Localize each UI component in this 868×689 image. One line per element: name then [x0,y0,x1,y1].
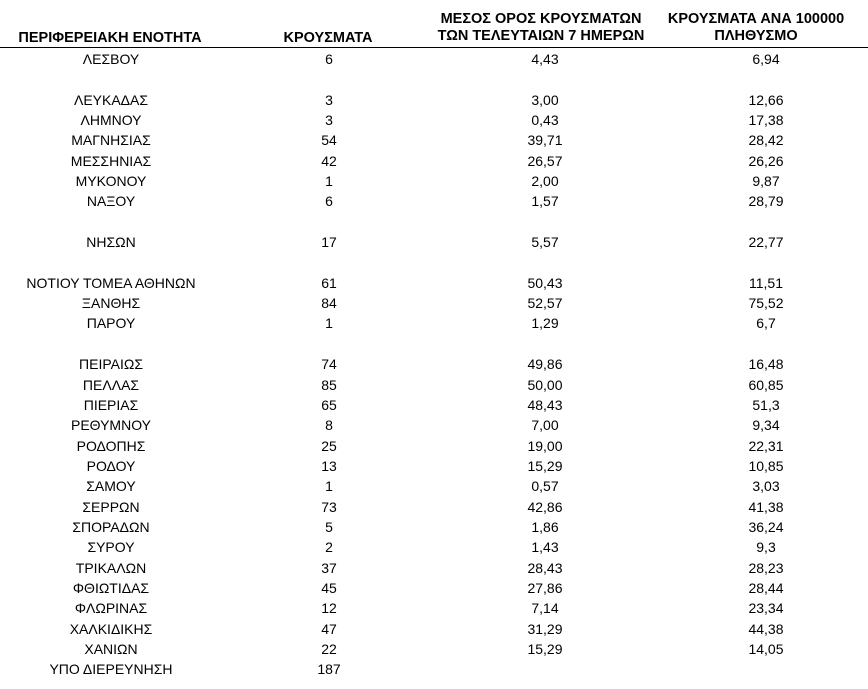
cell-region: ΣΥΡΟΥ [87,539,135,556]
cell-per-100k: 6,94 [752,51,780,67]
table-row [0,191,868,211]
cell-cases: 84 [321,295,337,312]
cell-per-100k: 9,34 [752,417,780,434]
table-row [0,171,868,191]
table-row-spacer [0,334,868,354]
cell-per-100k: 17,38 [748,112,784,129]
cell-region: ΦΘΙΩΤΙΔΑΣ [72,579,150,596]
cell-region: ΡΟΔΟΥ [86,457,136,474]
cell-cases: 37 [321,559,337,576]
cell-region: ΣΕΡΡΩΝ [82,498,140,515]
cell-per-100k: 36,24 [748,518,784,535]
cell-cases: 6 [325,193,333,210]
cell-region: ΧΑΝΙΩΝ [84,640,138,657]
table-row [0,436,868,456]
cell-per-100k: 22,77 [748,234,784,251]
cell-per-100k: 14,05 [748,640,784,657]
header-cases: ΚΡΟΥΣΜΑΤΑ [283,30,373,46]
cell-cases: 12 [321,600,337,617]
cell-cases: 45 [321,579,337,596]
cell-region: ΠΙΕΡΙΑΣ [83,396,139,413]
cell-cases: 22 [321,640,337,657]
cell-cases: 1 [325,478,333,495]
cell-cases: 2 [325,539,333,556]
cell-avg-7-days: 15,29 [527,640,563,657]
cell-per-100k: 44,38 [748,620,784,637]
cell-region: ΜΥΚΟΝΟΥ [75,173,147,190]
cell-region: ΠΕΛΛΑΣ [82,376,140,393]
cell-per-100k: 41,38 [748,498,784,515]
header-per-100k-line-2: ΠΛΗΘΥΣΜΟ [714,28,798,44]
cell-region: ΛΗΜΝΟΥ [80,112,142,129]
cell-avg-7-days: 5,57 [531,234,559,251]
table-row [0,110,868,130]
cell-avg-7-days: 15,29 [527,457,563,474]
header-avg-line-1: ΜΕΣΟΣ ΟΡΟΣ ΚΡΟΥΣΜΑΤΩΝ [440,11,642,27]
cell-cases: 65 [321,396,337,413]
cell-avg-7-days: 49,86 [527,356,563,373]
cell-avg-7-days: 1,86 [531,518,559,535]
table-body [0,49,868,680]
cell-per-100k: 75,52 [748,295,784,312]
cell-cases: 1 [325,173,333,190]
table-row [0,537,868,557]
cell-region: ΧΑΛΚΙΔΙΚΗΣ [69,620,153,637]
header-underline [0,47,868,48]
cell-avg-7-days: 27,86 [527,579,563,596]
cell-avg-7-days: 28,43 [527,559,563,576]
cell-avg-7-days: 50,43 [527,274,563,291]
cell-region: ΝΟΤΙΟΥ ΤΟΜΕΑ ΑΘΗΝΩΝ [26,274,196,291]
table-row [0,558,868,578]
table-row [0,232,868,252]
cell-per-100k: 51,3 [752,396,780,413]
table-row-spacer [0,252,868,272]
cell-cases: 25 [321,437,337,454]
cell-region: ΡΟΔΟΠΗΣ [76,437,146,454]
cell-per-100k: 9,3 [756,539,776,556]
cell-cases: 42 [321,152,337,169]
cell-cases: 3 [325,91,333,108]
cell-avg-7-days: 52,57 [527,295,563,312]
cell-cases: 3 [325,112,333,129]
table-row-spacer [0,69,868,89]
cell-region: ΛΕΥΚΑΔΑΣ [73,91,149,108]
cell-cases: 85 [321,376,337,393]
cell-cases: 6 [325,51,333,67]
table-row [0,598,868,618]
header-per-100k [650,11,862,45]
cell-avg-7-days: 7,14 [531,600,559,617]
table-row [0,578,868,598]
header-per-100k-line-1: ΚΡΟΥΣΜΑΤΑ ΑΝΑ 100000 [667,11,845,27]
cell-region: ΡΕΘΥΜΝΟΥ [70,417,151,434]
cell-per-100k: 12,66 [748,91,784,108]
table-row [0,273,868,293]
cell-avg-7-days: 1,29 [531,315,559,332]
cell-avg-7-days: 31,29 [527,620,563,637]
cell-region: ΜΕΣΣΗΝΙΑΣ [70,152,152,169]
cell-region: ΦΛΩΡΙΝΑΣ [74,600,148,617]
table-row [0,456,868,476]
cell-cases: 5 [325,518,333,535]
table-row [0,49,868,69]
table-row [0,375,868,395]
cell-region: ΤΡΙΚΑΛΩΝ [75,559,147,576]
header-avg-line-2: ΤΩΝ ΤΕΛΕΥΤΑΙΩΝ 7 ΗΜΕΡΩΝ [437,28,645,44]
cell-per-100k: 60,85 [748,376,784,393]
header-region: ΠΕΡΙΦΕΡΕΙΑΚΗ ΕΝΟΤΗΤΑ [18,30,202,46]
table-row [0,517,868,537]
cell-per-100k: 6,7 [756,315,776,332]
cell-avg-7-days: 4,43 [531,51,559,67]
cell-cases: 73 [321,498,337,515]
table-row [0,659,868,679]
header-avg-7-days [428,11,654,45]
table-row [0,395,868,415]
cell-avg-7-days: 1,43 [531,539,559,556]
cell-cases: 61 [321,274,337,291]
cell-per-100k: 11,51 [749,274,783,291]
table-row [0,497,868,517]
cell-region: ΝΗΣΩΝ [86,234,136,251]
cell-avg-7-days: 26,57 [527,152,563,169]
cell-per-100k: 26,26 [748,152,784,169]
cell-cases: 1 [325,315,333,332]
table-row [0,619,868,639]
cell-avg-7-days: 0,43 [531,112,559,129]
cell-cases: 47 [321,620,337,637]
cell-avg-7-days: 39,71 [527,132,563,149]
cell-region: ΠΑΡΟΥ [86,315,136,332]
cell-per-100k: 28,23 [748,559,784,576]
cell-per-100k: 23,34 [748,600,784,617]
table-row [0,354,868,374]
cell-cases: 17 [321,234,337,251]
table-row [0,293,868,313]
table-row [0,151,868,171]
table-row [0,639,868,659]
table-row [0,130,868,150]
table-row [0,415,868,435]
cell-per-100k: 28,42 [748,132,784,149]
cell-avg-7-days: 3,00 [531,91,559,108]
table-row-spacer [0,212,868,232]
table-row [0,476,868,496]
cell-per-100k: 9,87 [752,173,780,190]
cell-per-100k: 16,48 [748,356,784,373]
cell-avg-7-days: 7,00 [531,417,559,434]
cell-region: ΥΠΟ ΔΙΕΡΕΥΝΗΣΗ [49,661,173,678]
cell-region: ΛΕΣΒΟΥ [82,51,140,67]
cell-region: ΞΑΝΘΗΣ [81,295,141,312]
cell-region: ΣΑΜΟΥ [86,478,136,495]
cell-region: ΜΑΓΝΗΣΙΑΣ [71,132,151,149]
cell-cases: 74 [321,356,337,373]
cell-region: ΝΑΞΟΥ [86,193,136,210]
cell-per-100k: 28,79 [748,193,784,210]
cell-avg-7-days: 42,86 [527,498,563,515]
cell-avg-7-days: 48,43 [527,396,563,413]
cell-avg-7-days: 19,00 [527,437,563,454]
cell-per-100k: 10,85 [748,457,784,474]
cell-cases: 13 [321,457,337,474]
table-row [0,313,868,333]
cell-avg-7-days: 50,00 [527,376,563,393]
cell-per-100k: 22,31 [748,437,784,454]
cell-per-100k: 3,03 [752,478,780,495]
cell-cases: 8 [325,417,333,434]
cell-cases: 54 [321,132,337,149]
cell-cases: 187 [317,661,341,678]
cell-avg-7-days: 2,00 [531,173,559,190]
cell-region: ΣΠΟΡΑΔΩΝ [72,518,150,535]
table-row [0,90,868,110]
cell-region: ΠΕΙΡΑΙΩΣ [79,356,143,373]
cell-avg-7-days: 1,57 [531,193,559,210]
cell-avg-7-days: 0,57 [531,478,559,495]
cell-per-100k: 28,44 [748,579,784,596]
